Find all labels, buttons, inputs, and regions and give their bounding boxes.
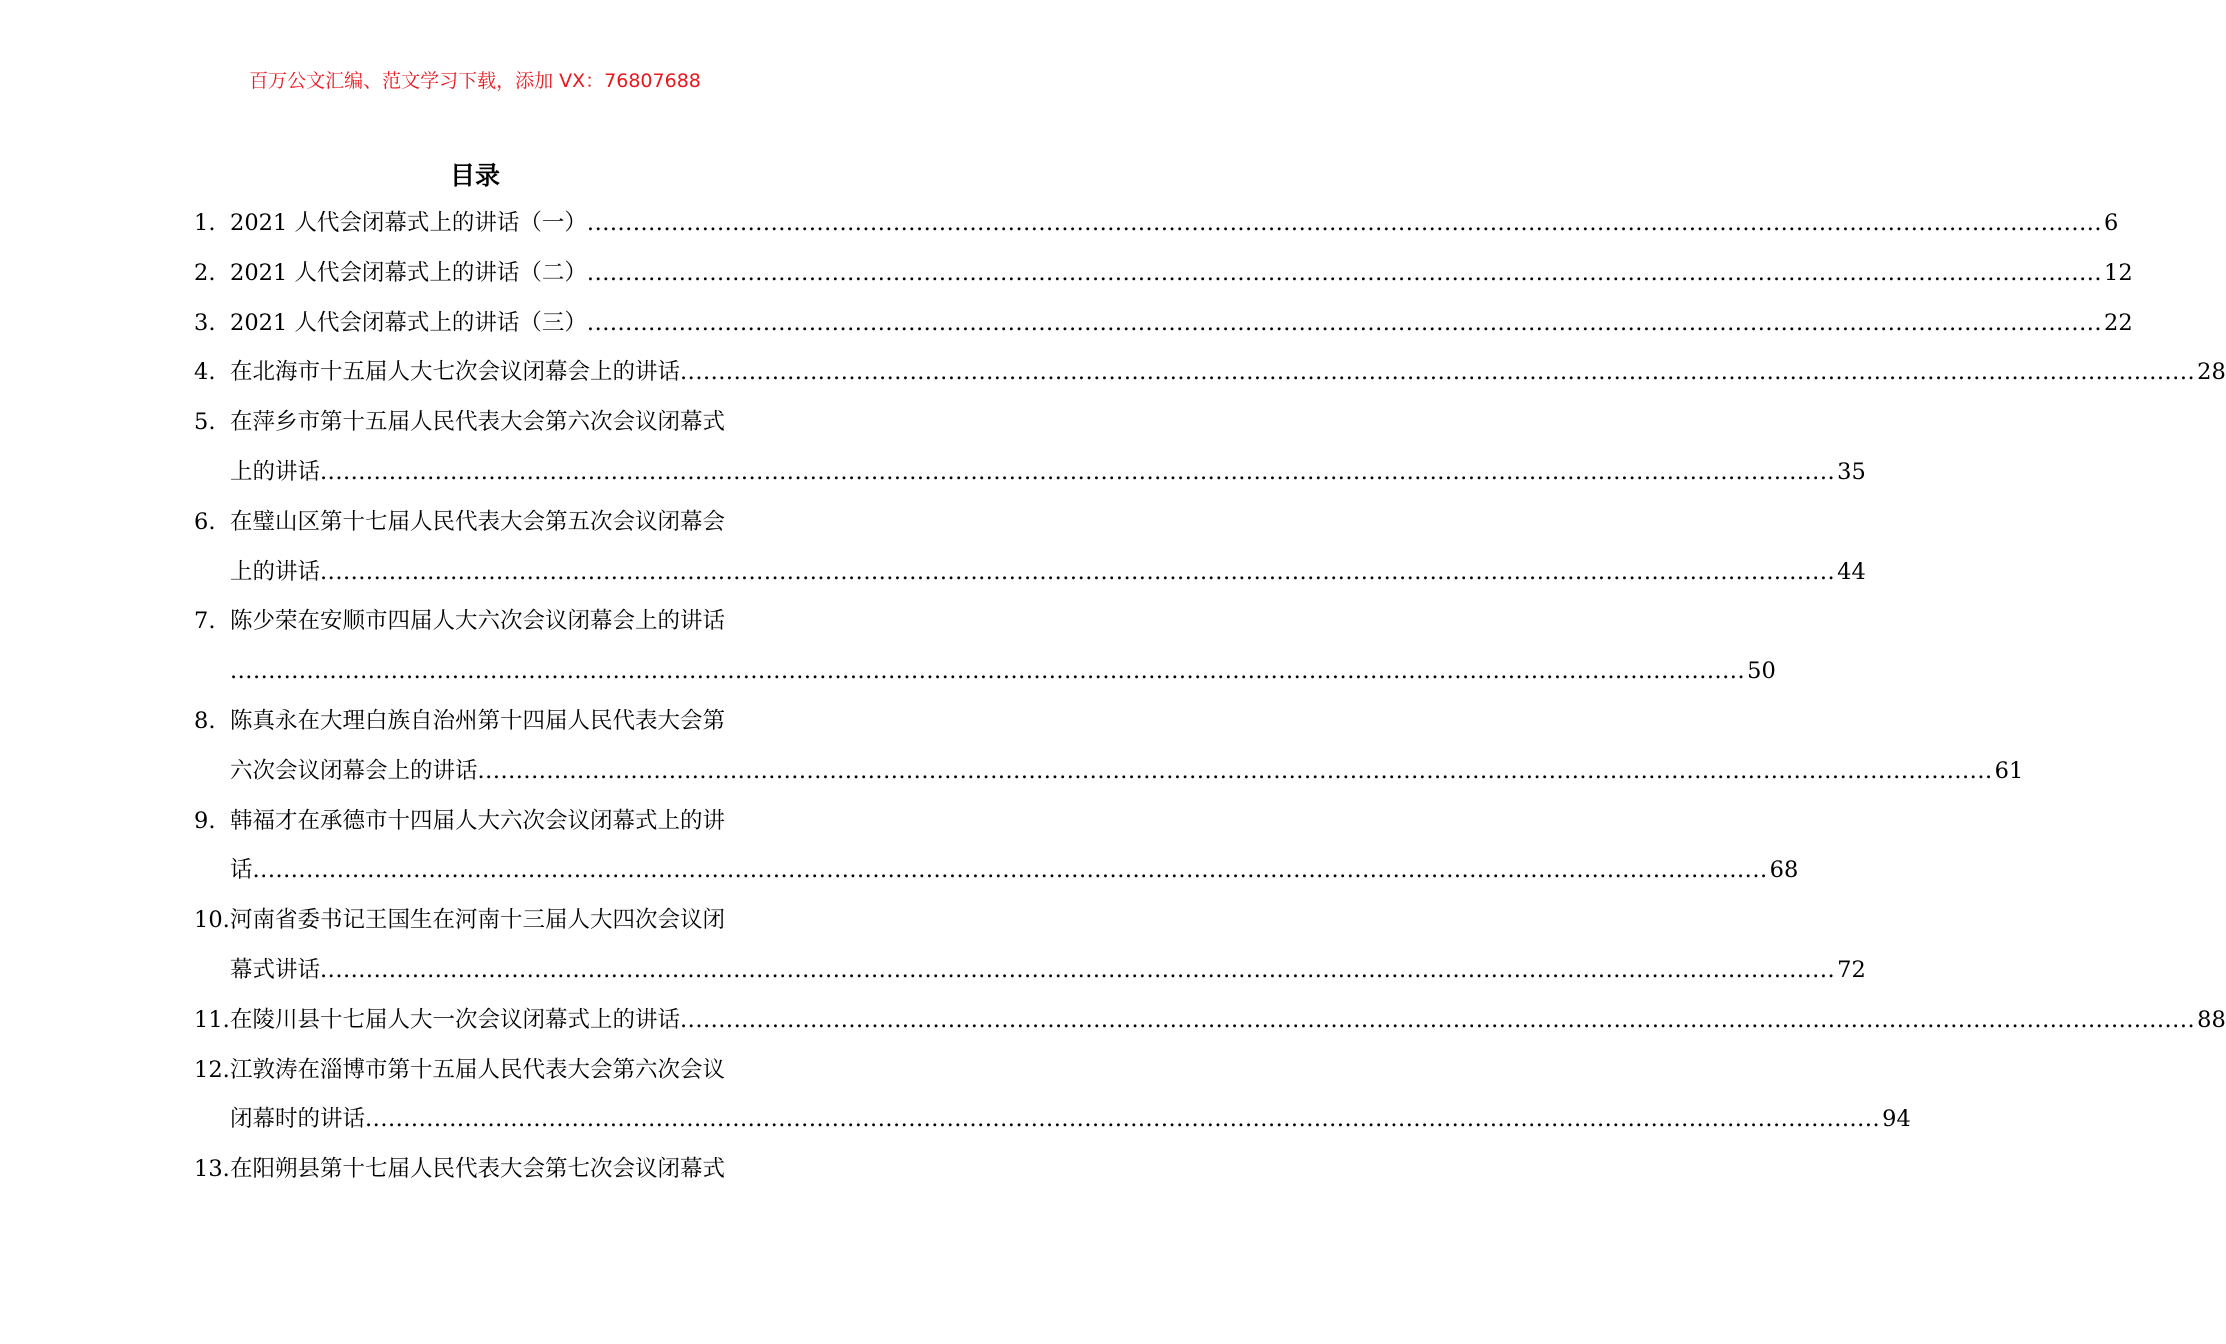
toc-entry-title: 六次会议闭幕会上的讲话 bbox=[230, 757, 478, 784]
toc-entry-number: 5. bbox=[194, 409, 216, 436]
dot-leader bbox=[587, 199, 2102, 249]
dot-leader bbox=[320, 548, 1835, 598]
toc-entry-title: 幕式讲话 bbox=[230, 956, 321, 983]
toc-entry[interactable] bbox=[194, 1145, 806, 1195]
dot-leader bbox=[587, 299, 2102, 349]
toc-entry-number: 2. bbox=[194, 259, 216, 286]
toc-page-number: 22 bbox=[2104, 309, 2133, 336]
toc-entry[interactable] bbox=[194, 697, 2024, 797]
toc-entry-number: 4. bbox=[194, 359, 216, 386]
page-title: 目录 bbox=[449, 161, 500, 190]
toc-entry-number: 12. bbox=[194, 1056, 230, 1083]
toc-entry[interactable] bbox=[194, 797, 1799, 897]
dot-leader bbox=[253, 846, 1768, 896]
toc-entry-title: 在璧山区第十七届人民代表大会第五次会议闭幕会 bbox=[230, 508, 726, 535]
toc-page-number: 94 bbox=[1882, 1106, 1911, 1133]
toc-entry-title: 2021 人代会闭幕式上的讲话（三） bbox=[230, 309, 587, 336]
toc-page-number: 44 bbox=[1837, 558, 1866, 585]
toc-entry-title: 上的讲话 bbox=[230, 458, 321, 485]
toc-entry[interactable] bbox=[194, 896, 1866, 996]
dot-leader bbox=[230, 647, 1745, 697]
dot-leader bbox=[587, 249, 2102, 299]
toc-entry-title: 在北海市十五届人大七次会议闭幕会上的讲话 bbox=[230, 359, 681, 386]
toc-page-number: 35 bbox=[1837, 458, 1866, 485]
toc-entry[interactable] bbox=[194, 498, 1866, 598]
toc-entry-title: 陈少荣在安顺市四届人大六次会议闭幕会上的讲话 bbox=[230, 608, 726, 635]
toc-entry-title: 在萍乡市第十五届人民代表大会第六次会议闭幕式 bbox=[230, 409, 726, 436]
toc-page-number: 6 bbox=[2104, 210, 2119, 236]
dot-leader bbox=[365, 1095, 1880, 1145]
toc-entry-number: 3. bbox=[194, 309, 216, 336]
toc-entry[interactable] bbox=[194, 597, 1776, 697]
toc-entry-title: 2021 人代会闭幕式上的讲话（二） bbox=[230, 259, 587, 286]
toc-entry[interactable] bbox=[194, 1046, 1911, 1146]
toc-page-number: 28 bbox=[2197, 359, 2226, 386]
toc-entry-number: 7. bbox=[194, 608, 216, 635]
toc-entry-number: 6. bbox=[194, 508, 216, 535]
toc-entry-number: 1. bbox=[194, 210, 216, 236]
toc-entry-number: 9. bbox=[194, 807, 216, 834]
toc-page-number: 68 bbox=[1769, 857, 1799, 884]
toc-entry-title: 陈真永在大理白族自治州第十四届人民代表大会第 bbox=[230, 707, 726, 734]
toc-entry-number: 8. bbox=[194, 707, 216, 734]
toc-entry[interactable] bbox=[194, 249, 2133, 299]
toc-entry-title: 2021 人代会闭幕式上的讲话（一） bbox=[230, 210, 587, 236]
toc-entry[interactable] bbox=[194, 996, 2226, 1046]
toc-entry-number: 10. bbox=[194, 907, 230, 934]
watermark-header: 百万公文汇编、范文学习下载，添加 VX：76807688 bbox=[249, 70, 701, 92]
dot-leader bbox=[320, 946, 1835, 996]
toc-entry-title: 韩福才在承德市十四届人大六次会议闭幕式上的讲 bbox=[230, 807, 726, 834]
toc-entry[interactable] bbox=[194, 199, 2119, 249]
table-of-contents bbox=[194, 199, 2226, 1195]
toc-page-number: 88 bbox=[2197, 1006, 2226, 1033]
toc-entry-title: 河南省委书记王国生在河南十三届人大四次会议闭 bbox=[230, 907, 726, 934]
dot-leader bbox=[680, 996, 2195, 1046]
toc-entry-title: 在陵川县十七届人大一次会议闭幕式上的讲话 bbox=[230, 1006, 681, 1033]
toc-entry-title: 话 bbox=[230, 857, 253, 884]
toc-entry-title: 上的讲话 bbox=[230, 558, 321, 585]
toc-page-number: 61 bbox=[1994, 757, 2024, 784]
toc-entry-title: 江敦涛在淄博市第十五届人民代表大会第六次会议 bbox=[230, 1056, 726, 1083]
toc-entry[interactable] bbox=[194, 299, 2133, 349]
dot-leader bbox=[680, 348, 2195, 398]
toc-page-number: 12 bbox=[2104, 259, 2133, 286]
toc-entry[interactable] bbox=[194, 398, 1866, 498]
toc-entry-title: 闭幕时的讲话 bbox=[230, 1106, 366, 1133]
toc-entry-number: 11. bbox=[194, 1006, 230, 1033]
dot-leader bbox=[478, 747, 1993, 797]
toc-entry-number: 13. bbox=[194, 1156, 230, 1183]
toc-page-number: 72 bbox=[1837, 956, 1866, 983]
toc-page-number: 50 bbox=[1747, 658, 1776, 685]
dot-leader bbox=[320, 448, 1835, 498]
toc-entry-title: 在阳朔县第十七届人民代表大会第七次会议闭幕式 bbox=[230, 1156, 726, 1183]
toc-entry[interactable] bbox=[194, 348, 2226, 398]
